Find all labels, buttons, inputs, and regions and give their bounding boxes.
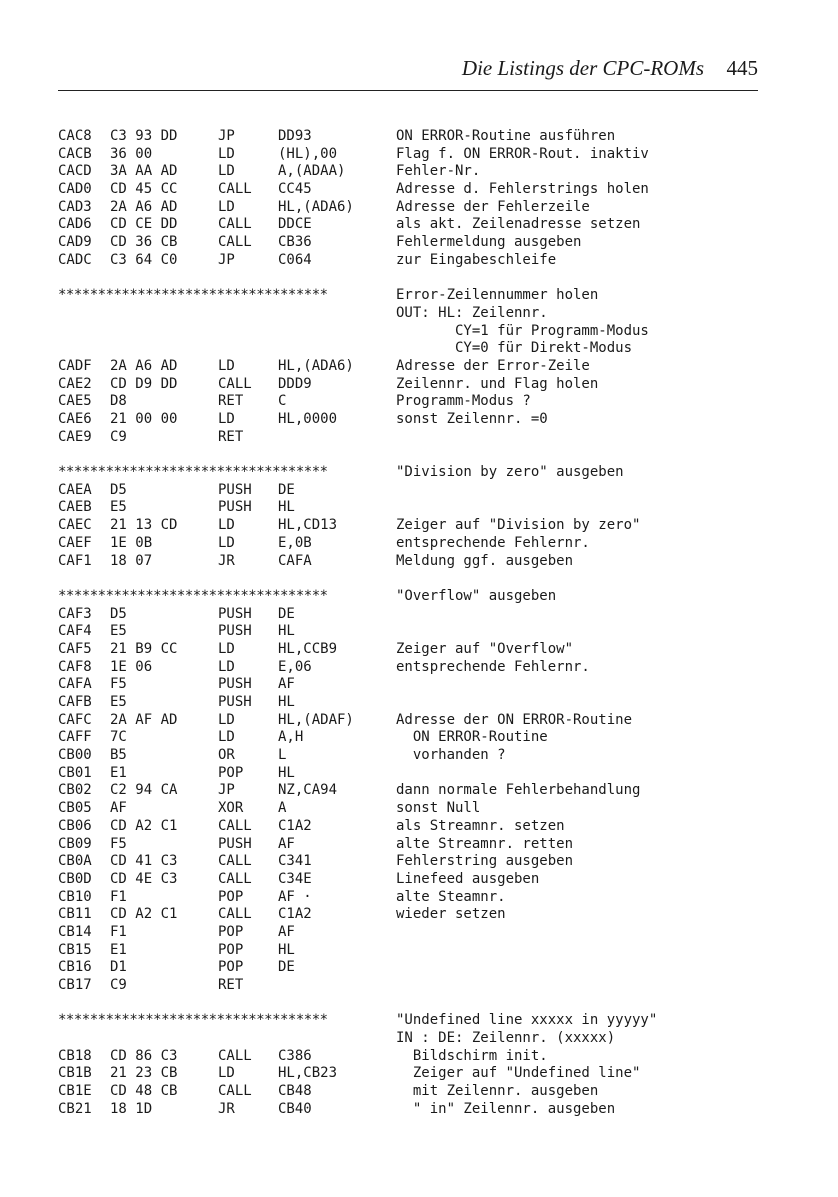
opcode-bytes: CD 4E C3 (110, 870, 178, 887)
opcode-bytes: 7C (110, 729, 127, 746)
mnemonic: CALL (218, 906, 252, 923)
comment: Bildschirm init. (396, 1047, 548, 1064)
spacer (58, 446, 778, 464)
opcode-bytes: C3 93 DD (110, 128, 178, 144)
opcode-bytes: E1 (110, 941, 127, 958)
address: CB18 (58, 1047, 92, 1064)
operand: CB48 (278, 1083, 312, 1100)
opcode-bytes: B5 (110, 747, 127, 764)
operand: C1A2 (278, 906, 312, 923)
code-line (58, 712, 778, 730)
mnemonic: JP (218, 251, 235, 268)
section-header (58, 464, 778, 482)
code-line (58, 871, 778, 889)
comment: Zeilennr. und Flag holen (396, 375, 599, 392)
operand: NZ,CA94 (278, 782, 338, 799)
opcode-bytes: CD CE DD (110, 216, 178, 233)
opcode-bytes: D8 (110, 393, 127, 410)
spacer (58, 570, 778, 588)
operand: AF (278, 923, 295, 940)
operand: L (278, 747, 287, 764)
mnemonic: POP (218, 941, 244, 958)
operand: HL,CD13 (278, 517, 338, 534)
comment: wieder setzen (396, 906, 506, 923)
code-line (58, 234, 778, 252)
mnemonic: LD (218, 534, 235, 551)
address: CAE2 (58, 375, 92, 392)
operand: A,H (278, 729, 304, 746)
address: CB14 (58, 923, 92, 940)
mnemonic: CALL (218, 234, 252, 251)
address: CB15 (58, 941, 92, 958)
opcode-bytes: 18 07 (110, 552, 153, 569)
mnemonic: PUSH (218, 694, 252, 710)
code-line (58, 1101, 778, 1119)
address: CB21 (58, 1100, 92, 1117)
opcode-bytes: F5 (110, 676, 127, 693)
opcode-bytes: 18 1D (110, 1100, 153, 1117)
address: CB09 (58, 835, 92, 852)
code-line (58, 800, 778, 818)
address: CAF4 (58, 623, 92, 640)
operand: HL,CCB9 (278, 640, 338, 657)
operand: HL (278, 941, 295, 958)
mnemonic: OR (218, 747, 235, 764)
operand: DD93 (278, 128, 312, 144)
running-title: Die Listings der CPC-ROMs (461, 56, 704, 80)
section-note (58, 305, 778, 323)
comment: entsprechende Fehlernr. (396, 534, 590, 551)
address: CAFA (58, 676, 92, 693)
comment: Fehlermeldung ausgeben (396, 234, 582, 251)
opcode-bytes: D1 (110, 959, 127, 976)
note-text: OUT: HL: Zeilennr. (396, 304, 548, 321)
address: CB16 (58, 959, 92, 976)
code-line (58, 694, 778, 712)
code-line (58, 1065, 778, 1083)
mnemonic: JR (218, 1100, 235, 1117)
mnemonic: CALL (218, 853, 252, 870)
opcode-bytes: E5 (110, 499, 127, 516)
code-line (58, 482, 778, 500)
code-line (58, 977, 778, 995)
code-line (58, 606, 778, 624)
code-line (58, 1048, 778, 1066)
operand: DE (278, 605, 295, 622)
comment: mit Zeilennr. ausgeben (396, 1083, 599, 1100)
address: CAEA (58, 481, 92, 498)
code-line (58, 782, 778, 800)
operand: CB40 (278, 1100, 312, 1117)
address: CAEB (58, 499, 92, 516)
operand: DDCE (278, 216, 312, 233)
comment: alte Streamnr. retten (396, 835, 574, 852)
code-line (58, 659, 778, 677)
operand: HL,0000 (278, 411, 338, 427)
code-line (58, 358, 778, 376)
code-line (58, 623, 778, 641)
comment: alte Steamnr. (396, 888, 506, 905)
opcode-bytes: 21 23 CB (110, 1065, 178, 1082)
section-title: "Undefined line xxxxx in yyyyy" (396, 1012, 658, 1029)
separator-stars: ********************************** (58, 1012, 328, 1029)
code-line (58, 499, 778, 517)
code-line (58, 818, 778, 836)
mnemonic: POP (218, 959, 244, 976)
address: CAFB (58, 694, 92, 710)
code-line (58, 376, 778, 394)
section-header (58, 287, 778, 305)
comment: " in" Zeilennr. ausgeben (396, 1100, 616, 1117)
opcode-bytes: D5 (110, 605, 127, 622)
code-line (58, 641, 778, 659)
comment: Fehlerstring ausgeben (396, 853, 574, 870)
opcode-bytes: 1E 06 (110, 658, 153, 675)
assembly-listing (58, 128, 778, 1119)
comment: Meldung ggf. ausgeben (396, 552, 574, 569)
opcode-bytes: D5 (110, 481, 127, 498)
comment: Adresse der ON ERROR-Routine (396, 711, 633, 728)
address: CADF (58, 357, 92, 374)
comment: ON ERROR-Routine (396, 729, 548, 746)
address: CAF8 (58, 658, 92, 675)
code-line (58, 517, 778, 535)
mnemonic: JR (218, 552, 235, 569)
code-line (58, 942, 778, 960)
code-line (58, 889, 778, 907)
opcode-bytes: E5 (110, 623, 127, 640)
address: CB10 (58, 888, 92, 905)
opcode-bytes: CD 48 CB (110, 1083, 178, 1100)
section-header (58, 1012, 778, 1030)
code-line (58, 553, 778, 571)
address: CB0A (58, 853, 92, 870)
mnemonic: LD (218, 198, 235, 215)
address: CB05 (58, 800, 92, 817)
page-header (58, 52, 758, 90)
operand: A (278, 800, 287, 817)
comment: Adresse der Error-Zeile (396, 357, 590, 374)
comment: ON ERROR-Routine ausführen (396, 128, 616, 144)
opcode-bytes: CD A2 C1 (110, 906, 178, 923)
code-line (58, 393, 778, 411)
operand: AF (278, 676, 295, 693)
code-line (58, 853, 778, 871)
address: CAF3 (58, 605, 92, 622)
separator-stars: ********************************** (58, 587, 328, 604)
operand: HL,(ADA6) (278, 198, 354, 215)
address: CAE5 (58, 393, 92, 410)
code-line (58, 1083, 778, 1101)
section-title: "Overflow" ausgeben (396, 587, 557, 604)
comment: Zeiger auf "Division by zero" (396, 517, 641, 534)
section-note (58, 323, 778, 341)
separator-stars: ********************************** (58, 464, 328, 481)
code-line (58, 906, 778, 924)
code-line (58, 146, 778, 164)
opcode-bytes: CD D9 DD (110, 375, 178, 392)
comment: als Streamnr. setzen (396, 817, 565, 834)
code-line (58, 128, 778, 146)
opcode-bytes: 21 13 CD (110, 517, 178, 534)
operand: E,06 (278, 658, 312, 675)
mnemonic: LD (218, 711, 235, 728)
comment: dann normale Fehlerbehandlung (396, 782, 641, 799)
address: CB0D (58, 870, 92, 887)
address: CAE6 (58, 411, 92, 427)
code-line (58, 429, 778, 447)
mnemonic: POP (218, 923, 244, 940)
note-text: IN : DE: Zeilennr. (xxxxx) (396, 1030, 616, 1047)
mnemonic: CALL (218, 181, 252, 198)
spacer (58, 995, 778, 1013)
code-line (58, 747, 778, 765)
operand: CAFA (278, 552, 312, 569)
comment: sonst Zeilennr. =0 (396, 411, 548, 427)
address: CAF1 (58, 552, 92, 569)
opcode-bytes: F5 (110, 835, 127, 852)
mnemonic: LD (218, 517, 235, 534)
address: CACB (58, 145, 92, 162)
mnemonic: CALL (218, 817, 252, 834)
mnemonic: JP (218, 782, 235, 799)
code-line (58, 216, 778, 234)
mnemonic: CALL (218, 1047, 252, 1064)
operand: AF (278, 835, 295, 852)
mnemonic: LD (218, 357, 235, 374)
comment: Zeiger auf "Overflow" (396, 640, 574, 657)
code-line (58, 163, 778, 181)
address: CB11 (58, 906, 92, 923)
mnemonic: CALL (218, 375, 252, 392)
address: CAD6 (58, 216, 92, 233)
mnemonic: CALL (218, 1083, 252, 1100)
section-title: "Division by zero" ausgeben (396, 464, 624, 481)
operand: HL (278, 623, 295, 640)
comment: vorhanden ? (396, 747, 506, 764)
mnemonic: CALL (218, 870, 252, 887)
operand: C (278, 393, 287, 410)
address: CB01 (58, 764, 92, 781)
code-line (58, 252, 778, 270)
address: CB06 (58, 817, 92, 834)
address: CAEC (58, 517, 92, 534)
operand: CB36 (278, 234, 312, 251)
opcode-bytes: 3A AA AD (110, 163, 178, 180)
code-line (58, 535, 778, 553)
operand: DDD9 (278, 375, 312, 392)
opcode-bytes: E1 (110, 764, 127, 781)
mnemonic: PUSH (218, 605, 252, 622)
operand: AF · (278, 888, 312, 905)
section-title: Error-Zeilennummer holen (396, 287, 599, 304)
code-line (58, 959, 778, 977)
address: CAD3 (58, 198, 92, 215)
comment: sonst Null (396, 800, 481, 817)
opcode-bytes: C9 (110, 977, 127, 993)
opcode-bytes: 21 00 00 (110, 411, 178, 427)
mnemonic: PUSH (218, 676, 252, 693)
opcode-bytes: CD 45 CC (110, 181, 178, 198)
comment: entsprechende Fehlernr. (396, 658, 590, 675)
opcode-bytes: F1 (110, 923, 127, 940)
address: CB17 (58, 977, 92, 993)
operand: C1A2 (278, 817, 312, 834)
opcode-bytes: CD A2 C1 (110, 817, 178, 834)
header-divider (58, 90, 758, 91)
opcode-bytes: C2 94 CA (110, 782, 178, 799)
comment: Adresse d. Fehlerstrings holen (396, 181, 649, 198)
comment: zur Eingabeschleife (396, 251, 557, 268)
mnemonic: LD (218, 145, 235, 162)
opcode-bytes: CD 36 CB (110, 234, 178, 251)
code-line (58, 836, 778, 854)
address: CAFF (58, 729, 92, 746)
page-number: 445 (726, 56, 758, 80)
opcode-bytes: 2A A6 AD (110, 357, 178, 374)
address: CAFC (58, 711, 92, 728)
code-line (58, 924, 778, 942)
operand: C064 (278, 251, 312, 268)
comment: Fehler-Nr. (396, 163, 481, 180)
mnemonic: RET (218, 393, 244, 410)
mnemonic: PUSH (218, 835, 252, 852)
mnemonic: PUSH (218, 481, 252, 498)
note-text: CY=0 für Direkt-Modus (396, 340, 633, 357)
operand: (HL),00 (278, 145, 338, 162)
address: CAE9 (58, 428, 92, 445)
mnemonic: XOR (218, 800, 244, 817)
mnemonic: PUSH (218, 623, 252, 640)
opcode-bytes: F1 (110, 888, 127, 905)
mnemonic: RET (218, 977, 244, 993)
operand: HL,CB23 (278, 1065, 338, 1082)
address: CAEF (58, 534, 92, 551)
comment: Linefeed ausgeben (396, 870, 540, 887)
operand: DE (278, 959, 295, 976)
code-line (58, 729, 778, 747)
code-line (58, 676, 778, 694)
opcode-bytes: C9 (110, 428, 127, 445)
operand: C386 (278, 1047, 312, 1064)
address: CAD9 (58, 234, 92, 251)
code-line (58, 765, 778, 783)
note-text: CY=1 für Programm-Modus (396, 322, 649, 339)
opcode-bytes: 21 B9 CC (110, 640, 178, 657)
address: CADC (58, 251, 92, 268)
mnemonic: LD (218, 411, 235, 427)
section-header (58, 588, 778, 606)
mnemonic: LD (218, 163, 235, 180)
operand: HL (278, 694, 295, 710)
opcode-bytes: 2A AF AD (110, 711, 178, 728)
operand: DE (278, 481, 295, 498)
operand: A,(ADAA) (278, 163, 346, 180)
mnemonic: JP (218, 128, 235, 144)
address: CB1E (58, 1083, 92, 1100)
section-note (58, 340, 778, 358)
comment: Programm-Modus ? (396, 393, 531, 410)
operand: C34E (278, 870, 312, 887)
operand: CC45 (278, 181, 312, 198)
operand: HL,(ADAF) (278, 711, 354, 728)
opcode-bytes: CD 41 C3 (110, 853, 178, 870)
opcode-bytes: E5 (110, 694, 127, 710)
mnemonic: PUSH (218, 499, 252, 516)
mnemonic: LD (218, 1065, 235, 1082)
operand: HL (278, 764, 295, 781)
mnemonic: LD (218, 658, 235, 675)
address: CB00 (58, 747, 92, 764)
opcode-bytes: AF (110, 800, 127, 817)
address: CAF5 (58, 640, 92, 657)
operand: C341 (278, 853, 312, 870)
comment: Zeiger auf "Undefined line" (396, 1065, 641, 1082)
mnemonic: RET (218, 428, 244, 445)
spacer (58, 270, 778, 288)
opcode-bytes: CD 86 C3 (110, 1047, 178, 1064)
mnemonic: LD (218, 729, 235, 746)
address: CAC8 (58, 128, 92, 144)
mnemonic: POP (218, 888, 244, 905)
address: CB02 (58, 782, 92, 799)
code-line (58, 411, 778, 429)
operand: E,0B (278, 534, 312, 551)
comment: Adresse der Fehlerzeile (396, 198, 590, 215)
code-line (58, 181, 778, 199)
code-line (58, 199, 778, 217)
comment: als akt. Zeilenadresse setzen (396, 216, 641, 233)
opcode-bytes: 2A A6 AD (110, 198, 178, 215)
comment: Flag f. ON ERROR-Rout. inaktiv (396, 145, 649, 162)
opcode-bytes: 1E 0B (110, 534, 153, 551)
operand: HL (278, 499, 295, 516)
address: CAD0 (58, 181, 92, 198)
address: CB1B (58, 1065, 92, 1082)
mnemonic: POP (218, 764, 244, 781)
mnemonic: CALL (218, 216, 252, 233)
opcode-bytes: C3 64 C0 (110, 251, 178, 268)
separator-stars: ********************************** (58, 287, 328, 304)
operand: HL,(ADA6) (278, 357, 354, 374)
opcode-bytes: 36 00 (110, 145, 153, 162)
mnemonic: LD (218, 640, 235, 657)
section-note (58, 1030, 778, 1048)
address: CACD (58, 163, 92, 180)
